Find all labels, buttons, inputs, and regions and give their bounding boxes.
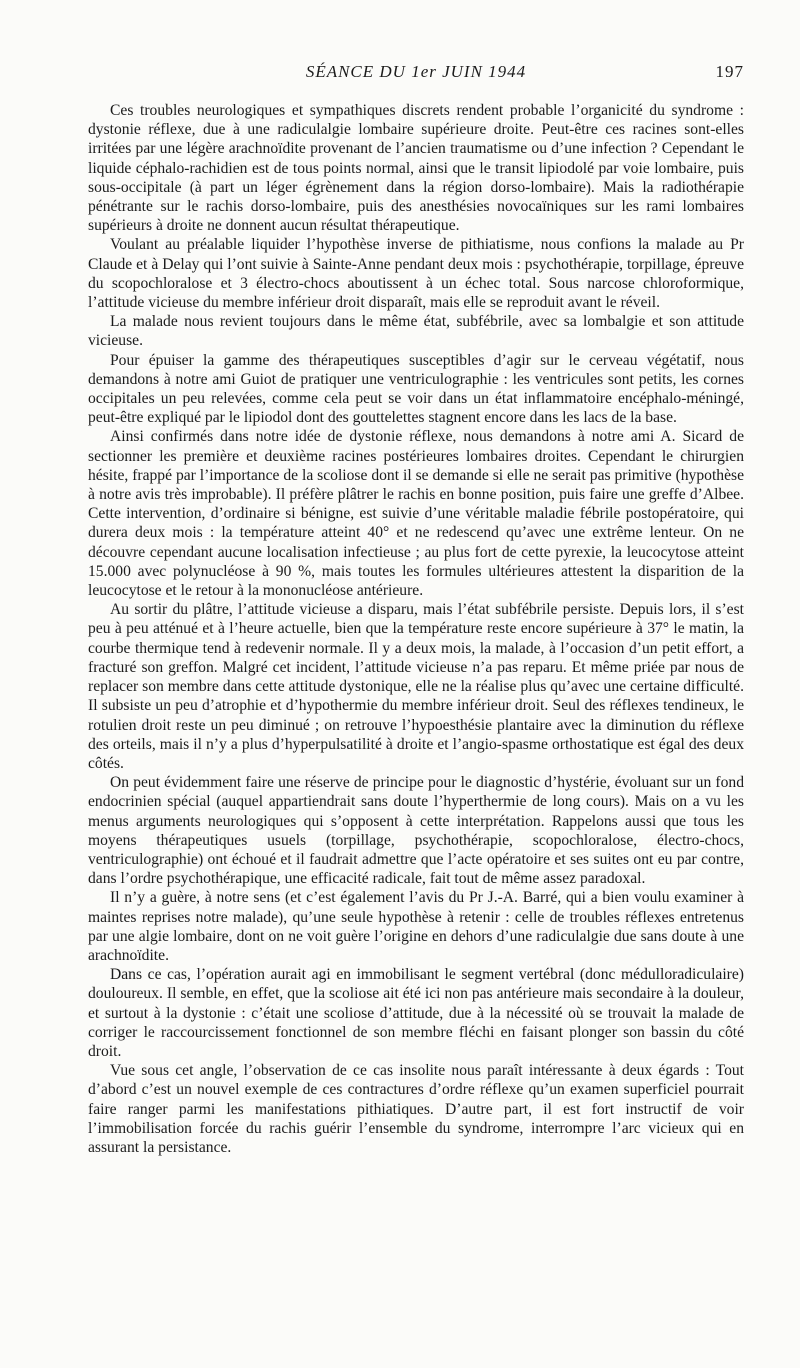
body-text [88, 101, 744, 1157]
running-header [88, 62, 744, 86]
paragraph-8: Il n’y a guère, à notre sens (et c’est également l’avis du Pr J.-A. Barré, qui a bien voulu examiner à maintes reprises notre malade), qu’une seule hypothèse à retenir : celle de troubles réflexes entretenus par une algie lombaire, dont on ne voit guère l’origine en dehors d’une radiculalgie due sans doute à une arachnoïdite. [88, 889, 744, 964]
paragraph-2: Voulant au préalable liquider l’hypothèse inverse de pithiatisme, nous confions la malade au Pr Claude et à Delay qui l’ont suivie à Sainte-Anne pendant deux mois : psychothérapie, torpillage, épreuve du scopochloralose et 3 électro-chocs aboutissent à un échec total. Sous narcose chloroformique, l’attitude vicieuse du membre inférieur droit disparaît, mais elle se reproduit avant le réveil. [88, 236, 744, 312]
paragraph-9: Dans ce cas, l’opération aurait agi en immobilisant le segment vertébral (donc médulloradiculaire) douloureux. Il semble, en effet, que la scoliose ait été ici non pas antérieure mais secondaire à la douleur, et surtout à la dystonie : c’était une scoliose d’attitude, due à la nécessité où se trouvait la malade de corriger le raccourcissement fonctionnel de son membre fléchi en faisant plonger son bassin du côté droit. [88, 966, 744, 1060]
paragraph-10: Vue sous cet angle, l’observation de ce cas insolite nous paraît intéressante à deux égards : Tout d’abord c’est un nouvel exemple de ces contractures d’ordre réflexe qu’un examen superficiel pourrait faire ranger parmi les manifestations pithiatiques. D’autre part, il est fort instructif de voir l’immobilisation forcée du rachis guérir l’ensemble du syndrome, interrompre l’arc vicieux qui en assurant la persistance. [88, 1062, 744, 1156]
header-title: SÉANCE DU 1er JUIN 1944 [305, 62, 527, 81]
page-number: 197 [715, 62, 744, 81]
paragraph-4: Pour épuiser la gamme des thérapeutiques susceptibles d’agir sur le cerveau végétatif, nous demandons à notre ami Guiot de pratiquer une ventriculographie : les ventricules sont petits, les cornes occipitales un peu relevées, comme cela peut se voir dans un état inflammatoire encéphalo-méningé, peut-être expliqué par le lipiodol dont des gouttelettes stagnent encore dans les lacs de la base. [88, 351, 744, 427]
paragraph-6: Au sortir du plâtre, l’attitude vicieuse a disparu, mais l’état subfébrile persiste. Depuis lors, il s’est peu à peu atténué et à l’heure actuelle, bien que la température reste encore supérieure à 37° le matin, la courbe thermique tend à redevenir normale. Il y a deux mois, la malade, à l’occasion d’un petit effort, a fracturé son greffon. Malgré cet incident, l’attitude vicieuse n’a pas reparu. Et même priée par nous de replacer son membre dans cette attitude dystonique, elle ne la réalise plus qu’avec une certaine difficulté. Il subsiste un peu d’atrophie et d’hypothermie du membre inférieur droit. Seul des réflexes tendineux, le rotulien droit reste un peu diminué ; on retrouve l’hypoesthésie plantaire avec la diminution du réflexe des orteils, mais il n’y a plus d’hyperpulsatilité à droite et l’angio-spasme orthostatique est égal des deux côtés. [88, 601, 744, 772]
paragraph-5: Ainsi confirmés dans notre idée de dystonie réflexe, nous demandons à notre ami A. Sicard de sectionner les première et deuxième racines postérieures lombaires droites. Cependant le chirurgien hésite, frappé par l’importance de la scoliose dont il se demande si elle ne serait pas primitive (hypothèse à notre avis très improbable). Il préfère plâtrer le rachis en bonne position, puis faire une greffe d’Albee. Cette intervention, d’ordinaire si bénigne, est suivie d’une véritable maladie fébrile postopératoire, qui durera deux mois : la température atteint 40° et ne redescend qu’avec une extrême lenteur. On ne découvre cependant aucune localisation infectieuse ; au plus fort de cette pyrexie, la leucocytose atteint 15.000 avec polynucléose à 90 %, mais toutes les formules ultérieures attestent la disparition de la leucocytose et le retour à la mononucléose antérieure. [88, 428, 744, 600]
paragraph-7: On peut évidemment faire une réserve de principe pour le diagnostic d’hystérie, évoluant sur un fond endocrinien spécial (auquel appartiendrait sans doute l’hyperthermie de long cours). Mais on a vu les menus arguments neurologiques qui s’opposent à cette interprétation. Rappelons aussi que tous les moyens thérapeutiques usuels (torpillage, psychothérapie, scopochloralose, électro-chocs, ventriculographie) ont échoué et il faudrait admettre que l’acte opératoire et ses suites ont eu par contre, dans l’ordre psychothérapique, une efficacité radicale, fait tout de même assez paradoxal. [88, 774, 744, 888]
paragraph-3: La malade nous revient toujours dans le même état, subfébrile, avec sa lombalgie et son attitude vicieuse. [88, 313, 744, 350]
paragraph-1: Ces troubles neurologiques et sympathiques discrets rendent probable l’organicité du syndrome : dystonie réflexe, due à une radiculalgie lombaire supérieure droite. Peut-être ces racines sont-elles irritées par une légère arachnoïdite provenant de l’ancien traumatisme ou d’une infection ? Cependant le liquide céphalo-rachidien est de tous points normal, ainsi que le transit lipiodolé par voie lombaire, puis sous-occipitale (à part un léger égrènement dans la région dorso-lombaire). Mais la radiothérapie pénétrante sur le rachis dorso-lombaire, puis des anesthésies novocaïniques sur les rami lombaires supérieurs à droite ne donnent aucun résultat thérapeutique. [88, 102, 744, 235]
